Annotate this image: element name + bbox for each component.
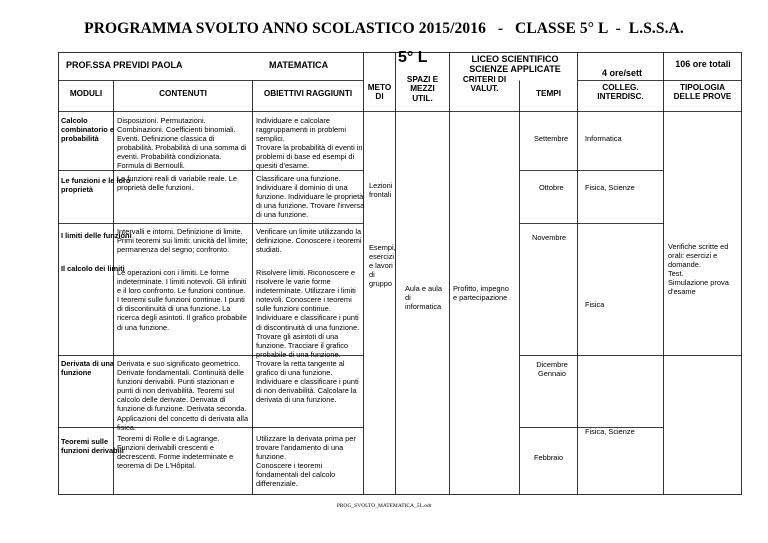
school-line-1: LICEO SCIENTIFICO — [471, 54, 559, 64]
col-header-colleg: COLLEG. INTERDISC. — [597, 83, 644, 102]
page-footer: PROG_SVOLTO_MATEMATICA_5L.odt — [336, 503, 432, 509]
row-colleg: Fisica — [585, 300, 605, 309]
row-colleg: Fisica, Scienze — [585, 183, 635, 192]
spazi-mezzi: Aula e aula di informatica — [405, 284, 442, 312]
row-contenuti: Disposizioni. Permutazioni. Combinazioni. Coefficienti binomiali. Eventi. Definizione classica di probabilità. Probabilità di una somma di eventi. Probabilità condizionata. Formula di Bernoulli. — [117, 116, 247, 171]
row-contenuti: Intervalli e intorni. Definizione di limite. Primi teoremi sui limiti: unicità del limite; permanenza del segno; confronto. — [117, 227, 248, 255]
col-header-criteri: CRITERI DI VALUT. — [462, 75, 507, 94]
row-contenuti: Derivata e suo significato geometrico. Derivate fondamentali. Continuità delle funzioni derivabili. Punti stazionari e punti di non derivabilità. Teoremi sul calcolo delle derivate. Derivata di funzione di funzione. Derivata seconda. Applicazioni del concetto di derivata alla fisica. — [117, 359, 249, 432]
teacher-name: PROF.SSA PREVIDI PAOLA — [66, 60, 183, 70]
row-tempi: Febbraio — [534, 453, 564, 462]
row-tempi: Ottobre — [539, 183, 564, 192]
row-contenuti: Teoremi di Rolle e di Lagrange. Funzioni derivabili crescenti e decrescenti. Forme indeterminate e teorema di De L'Hôpital. — [117, 434, 234, 471]
row-tempi: Settembre — [534, 134, 569, 143]
tipologia-prove: Verifiche scritte ed orali: esercizi e domande. Test. Simulazione prova d'esame — [668, 242, 729, 297]
page-title: PROGRAMMA SVOLTO ANNO SCOLASTICO 2015/2016 - CLASSE 5° L - L.S.S.A. — [84, 20, 684, 37]
row-modulo: I limiti delle funzioni — [61, 231, 132, 240]
hours-week: 4 ore/sett — [601, 68, 643, 78]
col-header-contenuti: CONTENUTI — [159, 89, 207, 98]
col-header-tempi: TEMPI — [535, 89, 562, 98]
row-colleg: Fisica, Scienze — [585, 427, 635, 436]
row-modulo: Le funzioni e le loro proprietà — [61, 176, 131, 195]
row-obiettivi: Classificare una funzione. Individuare il dominio di una funzione. Individuare le proprietà di una funzione. Trovare l'inversa di una funzione. — [256, 174, 365, 220]
col-header-moduli: MODULI — [69, 89, 103, 98]
col-header-metodi: METO DI — [367, 83, 392, 102]
class-label: 5° L — [398, 49, 428, 66]
criteri-valutazione: Profitto, impegno e partecipazione — [453, 284, 509, 303]
row-obiettivi: Trovare la retta tangente al grafico di una funzione. Individuare e classificare i punti di non derivabilità. Calcolare la derivata di una funzione. — [256, 359, 359, 405]
row-obiettivi: Verificare un limite utilizzando la definizione. Conoscere i teoremi studiati. — [256, 227, 362, 255]
row-tempi: Dicembre Gennaio — [536, 360, 568, 379]
metodi-lezioni: Lezioni frontali — [369, 181, 393, 200]
col-header-tipologia: TIPOLOGIA DELLE PROVE — [673, 83, 732, 102]
school-line-2: SCIENZE APPLICATE — [469, 64, 561, 74]
row-colleg: Informatica — [585, 134, 622, 143]
col-header-spazi: SPAZI E MEZZI UTIL. — [406, 75, 439, 103]
row-modulo: Il calcolo dei limiti — [61, 264, 125, 273]
row-modulo: Derivata di una funzione — [61, 359, 114, 378]
row-obiettivi: Individuare e calcolare raggruppamenti in problemi semplici. Trovare la probabilità di eventi in problemi di base ed esempi di quesiti d'esame. — [256, 116, 363, 171]
row-obiettivi: Utilizzare la derivata prima per trovare l'andamento di una funzione. Conoscere i teoremi fondamentali del calcolo differenziale. — [256, 434, 356, 489]
row-contenuti: Le operazioni con i limiti. Le forme indeterminate. I limiti notevoli. Gli infiniti e il loro confronto. Le funzioni continue. I teoremi sulle funzioni continue. I punti di discontinuità di una funzione. La ricerca degli asintoti. Il grafico probabile di una funzione. — [117, 268, 247, 332]
hours-total: 106 ore totali — [675, 59, 731, 69]
metodi-esempi: Esempi, esercizi e lavori di gruppo — [369, 243, 396, 289]
col-header-obiettivi: OBIETTIVI RAGGIUNTI — [263, 89, 353, 98]
school-name — [453, 54, 577, 74]
row-tempi: Novembre — [532, 233, 567, 242]
row-modulo: Teoremi sulle funzioni derivabili — [61, 437, 124, 456]
row-modulo: Calcolo combinatorio e probabilità — [61, 116, 114, 144]
subject-name: MATEMATICA — [269, 60, 329, 70]
row-obiettivi: Risolvere limiti. Riconoscere e risolvere le varie forme indeterminate. Utilizzare i limiti notevoli. Conoscere i teoremi sulle funzioni continue. Individuare e classificare i punti di discontinuità di una funzione. Trovare gli asintoti di una funzione. Tracciare il grafico probabile di una funzione. — [256, 268, 360, 359]
row-contenuti: Le funzioni reali di variabile reale. Le proprietà delle funzioni. — [117, 174, 237, 193]
